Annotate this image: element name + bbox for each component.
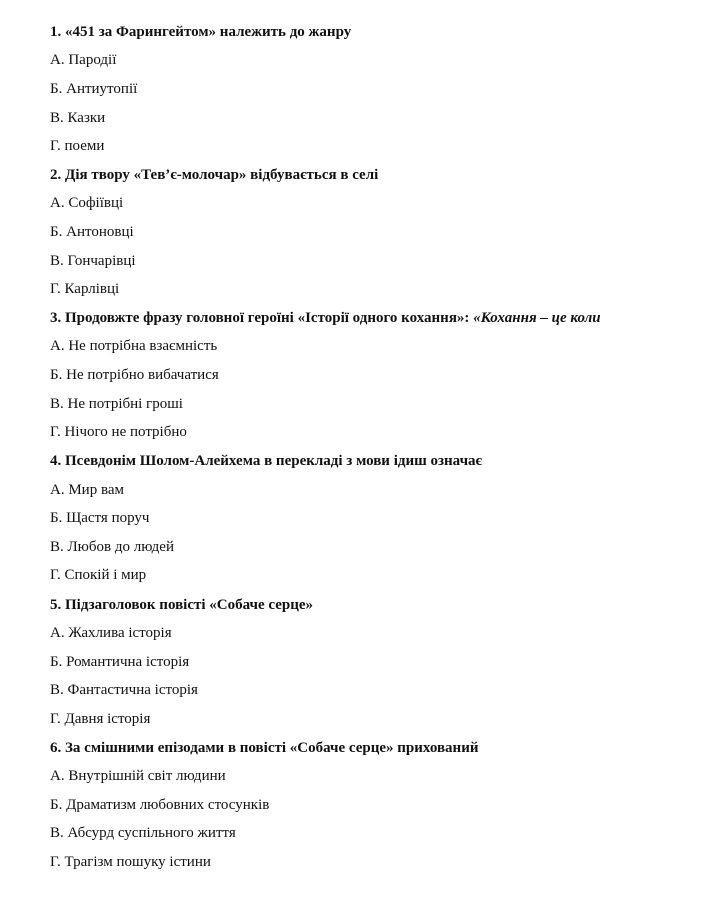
option-4b: Б. Щастя поруч	[50, 510, 150, 526]
question-2: 2. Дія твору «Тев’є-молочар» відбувається в селі	[50, 167, 379, 183]
option-6d: Г. Трагізм пошуку істини	[50, 854, 211, 870]
option-5a: А. Жахлива історія	[50, 625, 172, 641]
option-2c: В. Гончарівці	[50, 253, 136, 269]
question-3-quote: «Кохання – це коли	[473, 310, 601, 326]
option-2a: А. Софіївці	[50, 195, 124, 211]
option-6c: В. Абсурд суспільного життя	[50, 825, 236, 841]
option-6a: А. Внутрішній світ людини	[50, 768, 226, 784]
option-3b: Б. Не потрібно вибачатися	[50, 367, 219, 383]
option-3d: Г. Нічого не потрібно	[50, 424, 187, 440]
option-1b: Б. Антиутопії	[50, 81, 138, 97]
option-1c: В. Казки	[50, 110, 106, 126]
option-4d: Г. Спокій і мир	[50, 567, 147, 583]
question-3-text: 3. Продовжте фразу головної героїні «Історії одного кохання»:	[50, 310, 470, 326]
question-5: 5. Підзаголовок повісті «Собаче серце»	[50, 597, 314, 613]
option-5c: В. Фантастична історія	[50, 682, 198, 698]
option-1a: А. Пародії	[50, 52, 117, 68]
option-3a: А. Не потрібна взаємність	[50, 338, 218, 354]
option-4a: А. Мир вам	[50, 482, 124, 498]
option-5b: Б. Романтична історія	[50, 654, 190, 670]
question-6: 6. За смішними епізодами в повісті «Собаче серце» прихований	[50, 740, 479, 756]
option-2d: Г. Карлівці	[50, 281, 120, 297]
question-3	[50, 309, 601, 327]
option-3c: В. Не потрібні гроші	[50, 396, 183, 412]
question-4: 4. Псевдонім Шолом-Алейхема в перекладі з мови ідиш означає	[50, 453, 483, 469]
option-1d: Г. поеми	[50, 138, 105, 154]
option-6b: Б. Драматизм любовних стосунків	[50, 797, 270, 813]
option-4c: В. Любов до людей	[50, 539, 174, 555]
question-1: 1. «451 за Фарингейтом» належить до жанру	[50, 24, 352, 40]
option-5d: Г. Давня історія	[50, 711, 151, 727]
option-2b: Б. Антоновці	[50, 224, 134, 240]
